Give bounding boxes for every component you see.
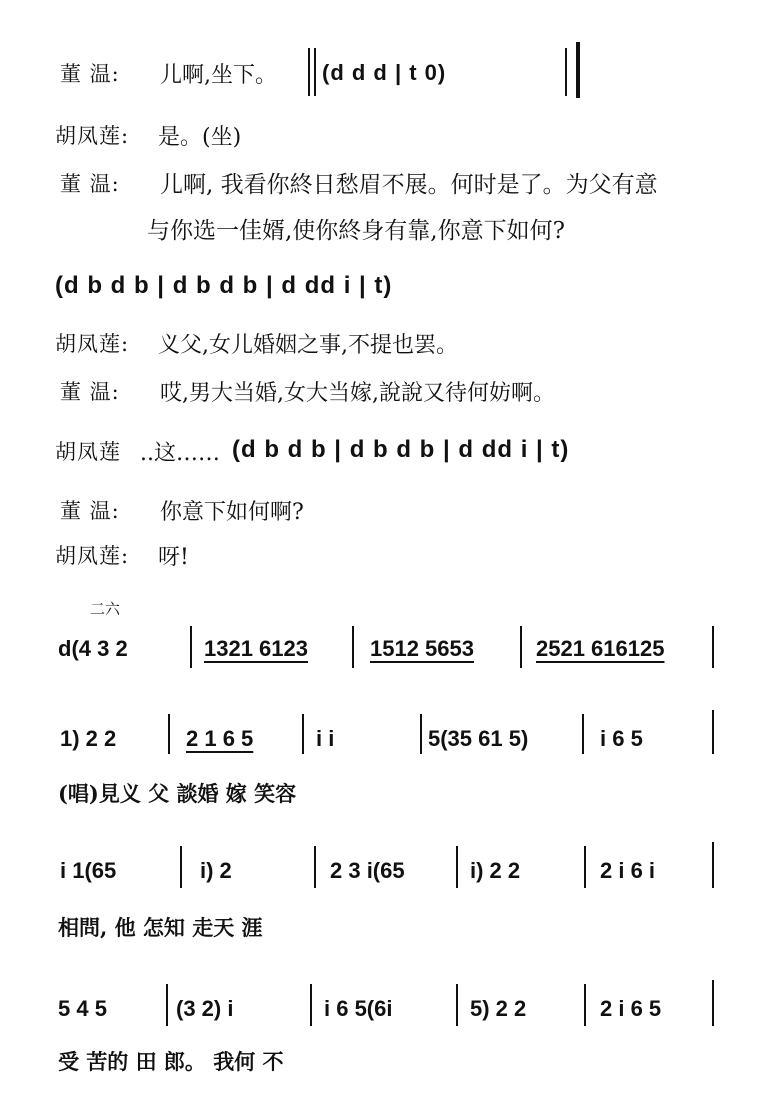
barline (582, 714, 584, 754)
barline (712, 842, 714, 888)
barline (712, 710, 714, 754)
speaker-hu-2: 胡凤莲: (55, 332, 130, 356)
score-cell: i) 2 2 (470, 858, 521, 883)
speaker-dong-4: 董 温: (60, 499, 120, 523)
dialogue-text-10: 呀! (158, 545, 189, 570)
score-cell: d(4 3 2 (58, 636, 128, 661)
barline (352, 626, 354, 668)
speaker-dong-3: 董 温: (60, 380, 120, 404)
barline (584, 846, 586, 888)
barline (420, 714, 422, 754)
lyrics-line-3: 受 苦的 田 郎。 我何 不 (58, 1049, 284, 1074)
dialogue-text-8: ..这…… (140, 441, 220, 466)
score-cell: 1) 2 2 (60, 726, 117, 751)
barline (456, 846, 458, 888)
barline (712, 980, 714, 1026)
barline (180, 846, 182, 888)
score-cell: 2 i 6 i (600, 858, 656, 883)
score-cell: i 6 5(6i (324, 996, 393, 1021)
lyrics-line-2: 相問, 他 怎知 走天 涯 (58, 915, 263, 940)
dialogue-text-2: 是。(坐) (158, 125, 242, 150)
barline (456, 984, 458, 1026)
speaker-hu-1: 胡凤莲: (55, 124, 130, 148)
speaker-dong-1: 董 温: (60, 62, 120, 86)
barline (190, 626, 192, 668)
score-cell: i 1(65 (60, 858, 117, 883)
barline (584, 984, 586, 1026)
dialogue-text-3: 儿啊, 我看你終日愁眉不展。何时是了。为父有意 (160, 172, 658, 198)
barline (308, 48, 310, 96)
score-cell: i i (316, 726, 335, 751)
score-cell: i 6 5 (600, 726, 643, 751)
score-cell: 2 1 6 5 (186, 726, 254, 751)
score-cell: 1321 6123 (204, 636, 308, 661)
barline (310, 984, 312, 1026)
score-cell: 2 3 i(65 (330, 858, 405, 883)
score-cell: 2521 616125 (536, 636, 665, 661)
score-cell: 5(35 61 5) (428, 726, 529, 751)
dialogue-text-4: 与你选一佳婿,使你終身有靠,你意下如何? (147, 218, 565, 244)
score-cell: 2 i 6 5 (600, 996, 662, 1021)
dialogue-text-9: 你意下如何啊? (160, 500, 304, 525)
notation-2: (d b d b | d b d b | d dd i | t) (55, 272, 393, 299)
barline (565, 48, 567, 96)
section-label: 二六 (90, 600, 121, 618)
speaker-dong-2: 董 温: (60, 172, 120, 196)
barline (302, 714, 304, 754)
barline (314, 48, 316, 96)
barline (314, 846, 316, 888)
barline-end (576, 42, 580, 98)
score-cell: 5) 2 2 (470, 996, 527, 1021)
score-cell: 5 4 5 (58, 996, 107, 1021)
dialogue-text-6: 义父,女儿婚姻之事,不提也罢。 (158, 333, 458, 358)
barline (168, 714, 170, 754)
notation-1: (d d d | t 0) (322, 60, 447, 85)
score-cell: 1512 5653 (370, 636, 474, 661)
barline (166, 984, 168, 1026)
notation-3: (d b d b | d b d b | d dd i | t) (232, 436, 570, 463)
score-cell: (3 2) i (176, 996, 234, 1021)
speaker-hu-4: 胡凤莲: (55, 544, 130, 568)
speaker-hu-3: 胡凤莲 (55, 440, 121, 464)
barline (712, 626, 714, 668)
dialogue-text-1: 儿啊,坐下。 (160, 63, 277, 88)
dialogue-text-7: 哎,男大当婚,女大当嫁,說說又待何妨啊。 (160, 381, 555, 406)
score-cell: i) 2 (200, 858, 232, 883)
barline (520, 626, 522, 668)
lyrics-line-1: (唱)見义 父 談婚 嫁 笑容 (58, 781, 297, 806)
